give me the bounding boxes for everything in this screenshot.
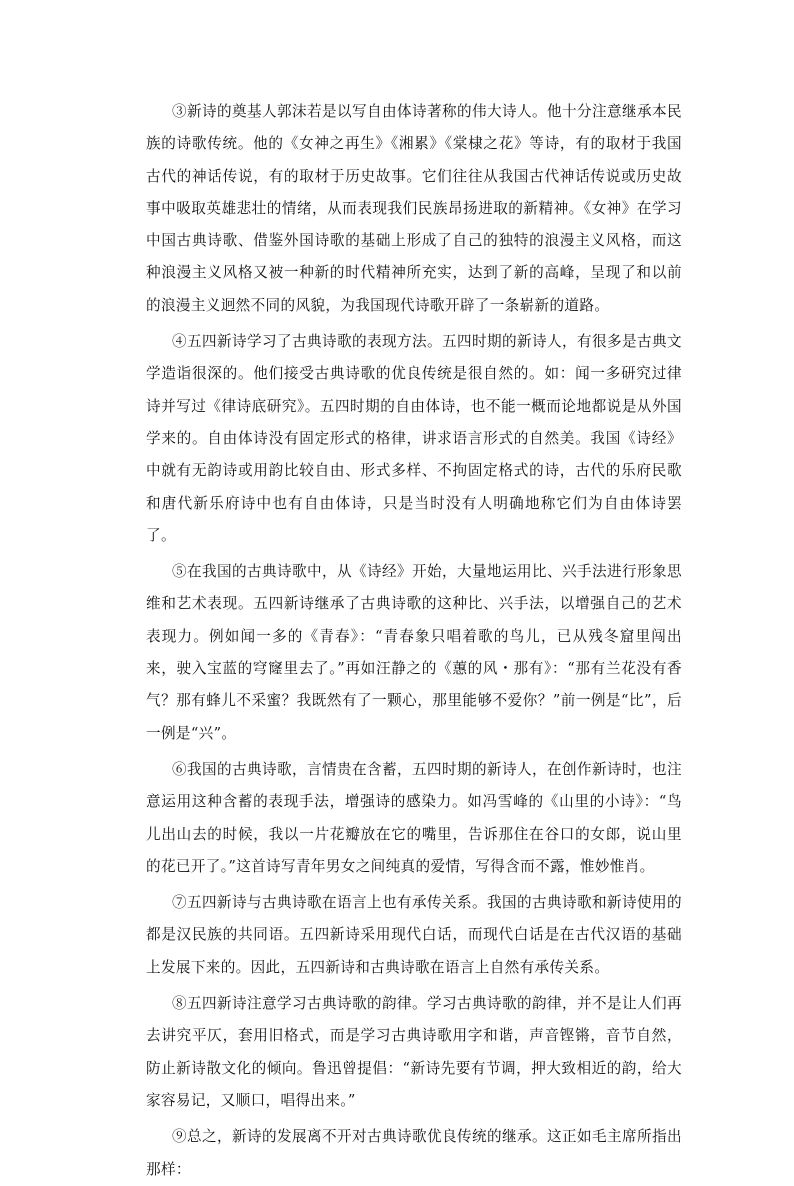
paragraph-9: ⑨总之，新诗的发展离不开对古典诗歌优良传统的继承。这正如毛主席所指出那样： — [146, 1128, 682, 1178]
paragraph-5: ⑤在我国的古典诗歌中，从《诗经》开始，大量地运用比、兴手法进行形象思维和艺术表现。五四新诗继承了古典诗歌的这种比、兴手法，以增强自己的艺术表现力。例如闻一多的《青春》：“青春象只唱着歌的鸟儿，已从残冬窟里闯出来，驶入宝蓝的穹窿里去了。”再如汪静之的《蕙的风・那有》：“那有兰花没有香气？那有蜂儿不采蜜？我既然有了一颗心，那里能够不爱你？”前一例是“比”，后一例是“兴”。 — [146, 563, 682, 742]
paragraph-6: ⑥我国的古典诗歌，言情贵在含蓄，五四时期的新诗人，在创作新诗时，也注意运用这种含蓄的表现手法，增强诗的感染力。如冯雪峰的《山里的小诗》：“鸟儿出山去的时候，我以一片花瓣放在它的嘴里，告诉那住在谷口的女郎，说山里的花已开了。”这首诗写青年男女之间纯真的爱情，写得含而不露，惟妙惟肖。 — [146, 760, 682, 875]
document-body — [146, 96, 682, 1186]
paragraph-8: ⑧五四新诗注意学习古典诗歌的韵律。学习古典诗歌的韵律，并不是让人们再去讲究平仄，套用旧格式，而是学习古典诗歌用字和谐，声音铿锵，音节自然，防止新诗散文化的倾向。鲁迅曾提倡：“新诗先要有节调，押大致相近的韵，给大家容易记，又顺口，唱得出来。” — [146, 995, 682, 1109]
paragraph-7: ⑦五四新诗与古典诗歌在语言上也有承传关系。我国的古典诗歌和新诗使用的都是汉民族的共同语。五四新诗采用现代白话，而现代白话是在古代汉语的基础上发展下来的。因此，五四新诗和古典诗歌在语言上自然有承传关系。 — [146, 894, 682, 976]
paragraph-4: ④五四新诗学习了古典诗歌的表现方法。五四时期的新诗人，有很多是古典文学造诣很深的。他们接受古典诗歌的优良传统是很自然的。如：闻一多研究过律诗并写过《律诗底研究》。五四时期的自由体诗，也不能一概而论地都说是从外国学来的。自由体诗没有固定形式的格律，讲求语言形式的自然美。我国《诗经》中就有无韵诗或用韵比较自由、形式多样、不拘固定格式的诗，古代的乐府民歌和唐代新乐府诗中也有自由体诗，只是当时没有人明确地称它们为自由体诗罢了。 — [146, 333, 682, 544]
paragraph-3: ③新诗的奠基人郭沫若是以写自由体诗著称的伟大诗人。他十分注意继承本民族的诗歌传统。他的《女神之再生》《湘累》《棠棣之花》等诗，有的取材于我国古代的神话传说，有的取材于历史故事。它们往往从我国古代神话传说或历史故事中吸取英雄悲壮的情绪，从而表现我们民族昂扬进取的新精神。《女神》在学习中国古典诗歌、借鉴外国诗歌的基础上形成了自己的独特的浪漫主义风格，而这种浪漫主义风格又被一种新的时代精神所充实，达到了新的高峰，呈现了和以前的浪漫主义迥然不同的风貌，为我国现代诗歌开辟了一条崭新的道路。 — [146, 103, 682, 314]
